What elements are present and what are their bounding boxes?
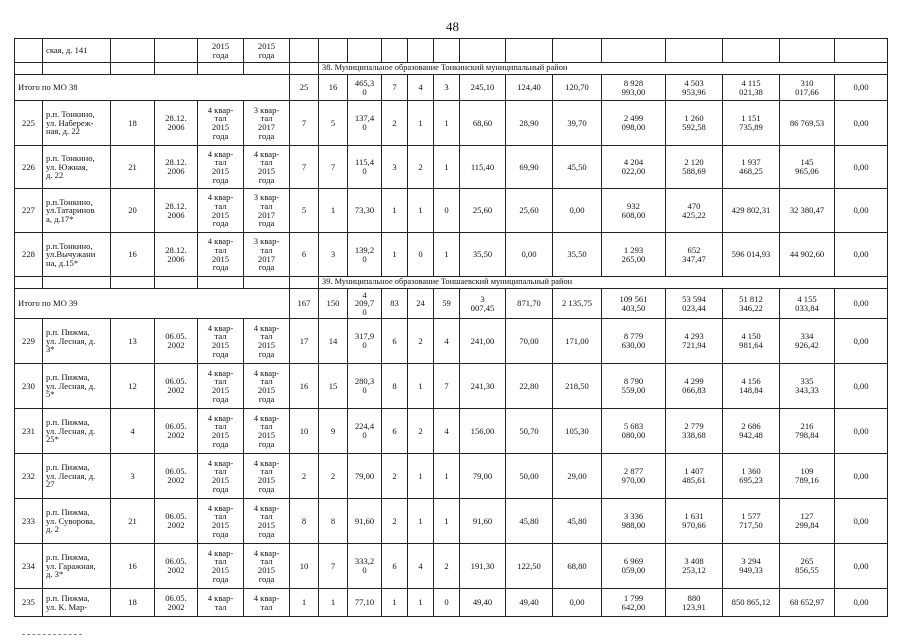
value-c7: 68,60 <box>460 101 506 146</box>
value-c13: 127 299,84 <box>780 499 835 544</box>
value-c12: 1 577 717,50 <box>723 499 780 544</box>
address-cell: р.п. Пижма, ул. Суворова, д. 2 <box>43 499 111 544</box>
value-c2: 7 <box>319 146 348 189</box>
value-c6: 0 <box>434 189 460 233</box>
value-c13: 265 856,55 <box>780 544 835 589</box>
value-c2: 3 <box>319 233 348 277</box>
value-c14: 0,00 <box>835 544 888 589</box>
address-cell: р.п. Пижма, ул. Лесная, д. 25* <box>43 409 111 454</box>
quarter-fact-cell: 3 квар- тал 2017 года <box>244 233 290 277</box>
value-c12: 429 802,31 <box>723 189 780 233</box>
value-c4: 6 <box>382 409 408 454</box>
value-c12: 4 156 148,84 <box>723 364 780 409</box>
date-cell: 06.05. 2002 <box>155 364 198 409</box>
value-c12: 2 686 942,48 <box>723 409 780 454</box>
value-c1: 1 <box>290 589 319 617</box>
value-c14: 0,00 <box>835 189 888 233</box>
total-value-c9: 120,70 <box>553 75 602 101</box>
table-row <box>15 364 888 409</box>
page-number: 48 <box>446 19 459 34</box>
year-cell: 16 <box>111 233 155 277</box>
quarter-plan-cell: 4 квар- тал 2015 года <box>198 101 244 146</box>
value-c2: 5 <box>319 101 348 146</box>
value-c3: 77,10 <box>348 589 382 617</box>
total-value-c8: 871,70 <box>506 289 553 319</box>
value-c1: 7 <box>290 101 319 146</box>
table-row <box>15 409 888 454</box>
value-c10: 1 293 265,00 <box>602 233 666 277</box>
value-c5: 1 <box>408 499 434 544</box>
table-row <box>15 319 888 364</box>
date-cell: 06.05. 2002 <box>155 409 198 454</box>
quarter-plan-cell: 4 квар- тал 2015 года <box>198 409 244 454</box>
total-value-c11: 4 503 953,96 <box>666 75 723 101</box>
value-c7: 241,30 <box>460 364 506 409</box>
value-c5: 0 <box>408 233 434 277</box>
value-c11: 2 120 588,69 <box>666 146 723 189</box>
quarter-fact-cell: 4 квар- тал 2015 года <box>244 364 290 409</box>
total-value-c2: 16 <box>319 75 348 101</box>
value-c3: 317,9 0 <box>348 319 382 364</box>
year-cell: 18 <box>111 589 155 617</box>
year-cell: 13 <box>111 319 155 364</box>
quarter-fact-cell: 4 квар- тал 2015 года <box>244 146 290 189</box>
value-c6: 2 <box>434 544 460 589</box>
row-number: 225 <box>15 101 43 146</box>
address-cell: р.п.Тонкино, ул.Вычужани на, д.15* <box>43 233 111 277</box>
value-c4: 3 <box>382 146 408 189</box>
row-number: 230 <box>15 364 43 409</box>
address-cell: р.п. Тонкино, ул. Набереж- ная, д. 22 <box>43 101 111 146</box>
value-c10: 932 608,00 <box>602 189 666 233</box>
total-label: Итого по МО 39 <box>15 289 290 319</box>
value-c1: 2 <box>290 454 319 499</box>
value-c2: 14 <box>319 319 348 364</box>
value-c14: 0,00 <box>835 409 888 454</box>
table-row <box>15 544 888 589</box>
value-c7: 25,60 <box>460 189 506 233</box>
value-c8: 25,60 <box>506 189 553 233</box>
value-c12: 850 865,12 <box>723 589 780 617</box>
year-cell: 18 <box>111 101 155 146</box>
value-c6: 1 <box>434 146 460 189</box>
total-value-c13: 310 017,66 <box>780 75 835 101</box>
year-cell: 20 <box>111 189 155 233</box>
date-cell: 06.05. 2002 <box>155 319 198 364</box>
value-c14: 0,00 <box>835 146 888 189</box>
value-c1: 10 <box>290 544 319 589</box>
date-cell: 28.12. 2006 <box>155 146 198 189</box>
value-c10: 1 799 642,00 <box>602 589 666 617</box>
value-c3: 333,2 0 <box>348 544 382 589</box>
quarter-plan-cell: 4 квар- тал 2015 года <box>198 544 244 589</box>
value-c4: 6 <box>382 544 408 589</box>
value-c5: 1 <box>408 101 434 146</box>
value-c2: 1 <box>319 189 348 233</box>
value-c3: 137,4 0 <box>348 101 382 146</box>
address-cell: р.п. Пижма, ул. Лесная, д. 3* <box>43 319 111 364</box>
value-c4: 6 <box>382 319 408 364</box>
total-value-c14: 0,00 <box>835 75 888 101</box>
value-c14: 0,00 <box>835 364 888 409</box>
row-number: 234 <box>15 544 43 589</box>
value-c12: 3 294 949,33 <box>723 544 780 589</box>
total-value-c7: 3 007,45 <box>460 289 506 319</box>
quarter-plan-cell: 4 квар- тал 2015 года <box>198 454 244 499</box>
quarter-fact-cell: 3 квар- тал 2017 года <box>244 101 290 146</box>
section-header-row <box>15 63 888 75</box>
value-c8: 45,80 <box>506 499 553 544</box>
value-c8: 49,40 <box>506 589 553 617</box>
value-c1: 8 <box>290 499 319 544</box>
value-c3: 139,2 0 <box>348 233 382 277</box>
value-c13: 68 652,97 <box>780 589 835 617</box>
value-c14: 0,00 <box>835 319 888 364</box>
date-cell: 06.05. 2002 <box>155 544 198 589</box>
value-c3: 224,4 0 <box>348 409 382 454</box>
value-c6: 4 <box>434 409 460 454</box>
total-value-c14: 0,00 <box>835 289 888 319</box>
value-c8: 28,90 <box>506 101 553 146</box>
value-c13: 44 902,60 <box>780 233 835 277</box>
date-cell: 28.12. 2006 <box>155 189 198 233</box>
section-total-row <box>15 289 888 319</box>
address-cell: р.п. Пижма, ул. Лесная, д. 5* <box>43 364 111 409</box>
total-value-c1: 167 <box>290 289 319 319</box>
total-value-c4: 7 <box>382 75 408 101</box>
value-c6: 7 <box>434 364 460 409</box>
value-c2: 8 <box>319 499 348 544</box>
value-c8: 122,50 <box>506 544 553 589</box>
value-c8: 50,70 <box>506 409 553 454</box>
total-value-c12: 51 812 346,22 <box>723 289 780 319</box>
value-c14: 0,00 <box>835 589 888 617</box>
value-c10: 5 683 080,00 <box>602 409 666 454</box>
value-c1: 5 <box>290 189 319 233</box>
value-c1: 6 <box>290 233 319 277</box>
total-value-c3: 465,3 0 <box>348 75 382 101</box>
value-c9: 29,00 <box>553 454 602 499</box>
value-c3: 115,4 0 <box>348 146 382 189</box>
value-c14: 0,00 <box>835 233 888 277</box>
value-c5: 1 <box>408 454 434 499</box>
value-c11: 1 260 592,58 <box>666 101 723 146</box>
value-c4: 1 <box>382 233 408 277</box>
value-c11: 652 347,47 <box>666 233 723 277</box>
quarter-plan-cell: 4 квар- тал 2015 года <box>198 499 244 544</box>
address-cell: р.п. Тонкино, ул. Южная, д. 22 <box>43 146 111 189</box>
value-c9: 45,50 <box>553 146 602 189</box>
total-value-c6: 59 <box>434 289 460 319</box>
date-cell: 06.05. 2002 <box>155 589 198 617</box>
table-row-continued <box>15 39 888 63</box>
value-c11: 3 408 253,12 <box>666 544 723 589</box>
section-total-row <box>15 75 888 101</box>
section-title: 38. Муниципальное образование Тонкинский муниципальный район <box>319 63 888 75</box>
value-c1: 7 <box>290 146 319 189</box>
value-c2: 2 <box>319 454 348 499</box>
value-c13: 145 965,06 <box>780 146 835 189</box>
quarter-plan-cell: 4 квар- тал 2015 года <box>198 189 244 233</box>
row-number: 228 <box>15 233 43 277</box>
total-value-c10: 109 561 403,50 <box>602 289 666 319</box>
value-c3: 79,00 <box>348 454 382 499</box>
total-value-c10: 8 928 993,00 <box>602 75 666 101</box>
value-c4: 2 <box>382 101 408 146</box>
value-c7: 79,00 <box>460 454 506 499</box>
quarter-fact-cell: 3 квар- тал 2017 года <box>244 189 290 233</box>
value-c11: 1 631 970,66 <box>666 499 723 544</box>
total-value-c7: 245,10 <box>460 75 506 101</box>
value-c3: 73,30 <box>348 189 382 233</box>
value-c7: 115,40 <box>460 146 506 189</box>
value-c9: 39,70 <box>553 101 602 146</box>
value-c9: 105,30 <box>553 409 602 454</box>
value-c1: 16 <box>290 364 319 409</box>
value-c10: 8 779 630,00 <box>602 319 666 364</box>
value-c11: 470 425,22 <box>666 189 723 233</box>
total-value-c2: 150 <box>319 289 348 319</box>
total-value-c8: 124,40 <box>506 75 553 101</box>
table-row <box>15 101 888 146</box>
quarter-fact-cell: 4 квар- тал <box>244 589 290 617</box>
row-number: 232 <box>15 454 43 499</box>
table-row <box>15 499 888 544</box>
date-cell: 06.05. 2002 <box>155 454 198 499</box>
value-c6: 1 <box>434 233 460 277</box>
year-cell: 4 <box>111 409 155 454</box>
value-c8: 69,90 <box>506 146 553 189</box>
quarter-fact-cell: 4 квар- тал 2015 года <box>244 499 290 544</box>
row-number: 229 <box>15 319 43 364</box>
value-c7: 191,30 <box>460 544 506 589</box>
row-number: 231 <box>15 409 43 454</box>
value-c12: 1 360 695,23 <box>723 454 780 499</box>
value-c5: 2 <box>408 319 434 364</box>
value-c5: 2 <box>408 409 434 454</box>
quarter-fact-cell: 2015 года <box>244 39 290 63</box>
table-row <box>15 146 888 189</box>
quarter-fact-cell: 4 квар- тал 2015 года <box>244 454 290 499</box>
date-cell: 28.12. 2006 <box>155 101 198 146</box>
quarter-plan-cell: 4 квар- тал 2015 года <box>198 146 244 189</box>
value-c9: 68,80 <box>553 544 602 589</box>
total-value-c13: 4 155 033,84 <box>780 289 835 319</box>
value-c5: 2 <box>408 146 434 189</box>
scan-edge-mark <box>22 634 82 638</box>
value-c7: 156,00 <box>460 409 506 454</box>
value-c13: 109 789,16 <box>780 454 835 499</box>
total-value-c5: 4 <box>408 75 434 101</box>
section-header-row <box>15 277 888 289</box>
value-c14: 0,00 <box>835 499 888 544</box>
total-value-c4: 83 <box>382 289 408 319</box>
value-c7: 35,50 <box>460 233 506 277</box>
value-c9: 0,00 <box>553 189 602 233</box>
address-cell: р.п. Пижма, ул. Гаражная, д. 3* <box>43 544 111 589</box>
value-c13: 32 380,47 <box>780 189 835 233</box>
table-row <box>15 233 888 277</box>
value-c5: 1 <box>408 189 434 233</box>
value-c1: 17 <box>290 319 319 364</box>
value-c9: 171,00 <box>553 319 602 364</box>
table-row <box>15 589 888 617</box>
quarter-plan-cell: 4 квар- тал 2015 года <box>198 319 244 364</box>
value-c12: 596 014,93 <box>723 233 780 277</box>
quarter-plan-cell: 4 квар- тал <box>198 589 244 617</box>
value-c12: 1 937 468,25 <box>723 146 780 189</box>
row-number: 226 <box>15 146 43 189</box>
value-c8: 22,80 <box>506 364 553 409</box>
year-cell: 21 <box>111 146 155 189</box>
value-c5: 4 <box>408 544 434 589</box>
section-title: 39. Муниципальное образование Тоншаевский муниципальный район <box>319 277 888 289</box>
row-number: 233 <box>15 499 43 544</box>
date-cell: 06.05. 2002 <box>155 499 198 544</box>
table-row <box>15 454 888 499</box>
value-c14: 0,00 <box>835 101 888 146</box>
total-value-c9: 2 135,75 <box>553 289 602 319</box>
quarter-fact-cell: 4 квар- тал 2015 года <box>244 319 290 364</box>
value-c10: 3 336 988,00 <box>602 499 666 544</box>
value-c11: 880 123,91 <box>666 589 723 617</box>
value-c2: 7 <box>319 544 348 589</box>
value-c5: 1 <box>408 364 434 409</box>
total-value-c1: 25 <box>290 75 319 101</box>
value-c10: 2 877 970,00 <box>602 454 666 499</box>
address-cell: р.п.Тонкино, ул.Татаринов а, д.17* <box>43 189 111 233</box>
quarter-plan-cell: 2015 года <box>198 39 244 63</box>
address-cell: р.п. Пижма, ул. К. Мар- <box>43 589 111 617</box>
date-cell: 28.12. 2006 <box>155 233 198 277</box>
value-c3: 91,60 <box>348 499 382 544</box>
value-c13: 86 769,53 <box>780 101 835 146</box>
value-c1: 10 <box>290 409 319 454</box>
value-c8: 0,00 <box>506 233 553 277</box>
value-c5: 1 <box>408 589 434 617</box>
year-cell: 16 <box>111 544 155 589</box>
quarter-fact-cell: 4 квар- тал 2015 года <box>244 409 290 454</box>
value-c6: 4 <box>434 319 460 364</box>
value-c12: 4 150 981,64 <box>723 319 780 364</box>
year-cell: 21 <box>111 499 155 544</box>
value-c11: 1 407 485,61 <box>666 454 723 499</box>
value-c7: 91,60 <box>460 499 506 544</box>
year-cell: 12 <box>111 364 155 409</box>
value-c7: 241,00 <box>460 319 506 364</box>
total-value-c12: 4 115 021,38 <box>723 75 780 101</box>
quarter-plan-cell: 4 квар- тал 2015 года <box>198 233 244 277</box>
total-label: Итого по МО 38 <box>15 75 290 101</box>
value-c9: 0,00 <box>553 589 602 617</box>
value-c2: 1 <box>319 589 348 617</box>
quarter-plan-cell: 4 квар- тал 2015 года <box>198 364 244 409</box>
value-c6: 1 <box>434 499 460 544</box>
value-c4: 2 <box>382 499 408 544</box>
value-c6: 1 <box>434 101 460 146</box>
table-row <box>15 189 888 233</box>
value-c13: 216 798,84 <box>780 409 835 454</box>
value-c6: 1 <box>434 454 460 499</box>
value-c6: 0 <box>434 589 460 617</box>
row-number: 227 <box>15 189 43 233</box>
address-cell: ская, д. 141 <box>43 39 111 63</box>
value-c4: 2 <box>382 454 408 499</box>
value-c8: 50,00 <box>506 454 553 499</box>
value-c2: 15 <box>319 364 348 409</box>
value-c4: 8 <box>382 364 408 409</box>
value-c12: 1 151 735,89 <box>723 101 780 146</box>
value-c13: 334 926,42 <box>780 319 835 364</box>
value-c10: 4 204 022,00 <box>602 146 666 189</box>
value-c10: 2 499 098,00 <box>602 101 666 146</box>
address-cell: р.п. Пижма, ул. Лесная, д. 27 <box>43 454 111 499</box>
total-value-c11: 53 594 023,44 <box>666 289 723 319</box>
value-c8: 70,00 <box>506 319 553 364</box>
total-value-c5: 24 <box>408 289 434 319</box>
quarter-fact-cell: 4 квар- тал 2015 года <box>244 544 290 589</box>
value-c11: 2 779 338,68 <box>666 409 723 454</box>
total-value-c3: 4 209,7 0 <box>348 289 382 319</box>
value-c7: 49,40 <box>460 589 506 617</box>
value-c10: 6 969 059,00 <box>602 544 666 589</box>
value-c9: 45,80 <box>553 499 602 544</box>
value-c9: 218,50 <box>553 364 602 409</box>
value-c4: 1 <box>382 189 408 233</box>
total-value-c6: 3 <box>434 75 460 101</box>
value-c11: 4 293 721,94 <box>666 319 723 364</box>
value-c13: 335 343,33 <box>780 364 835 409</box>
value-c9: 35,50 <box>553 233 602 277</box>
resettlement-table <box>14 38 888 617</box>
value-c2: 9 <box>319 409 348 454</box>
year-cell: 3 <box>111 454 155 499</box>
value-c4: 1 <box>382 589 408 617</box>
row-number: 235 <box>15 589 43 617</box>
value-c10: 8 790 559,00 <box>602 364 666 409</box>
value-c3: 280,3 0 <box>348 364 382 409</box>
value-c11: 4 299 066,83 <box>666 364 723 409</box>
value-c14: 0,00 <box>835 454 888 499</box>
